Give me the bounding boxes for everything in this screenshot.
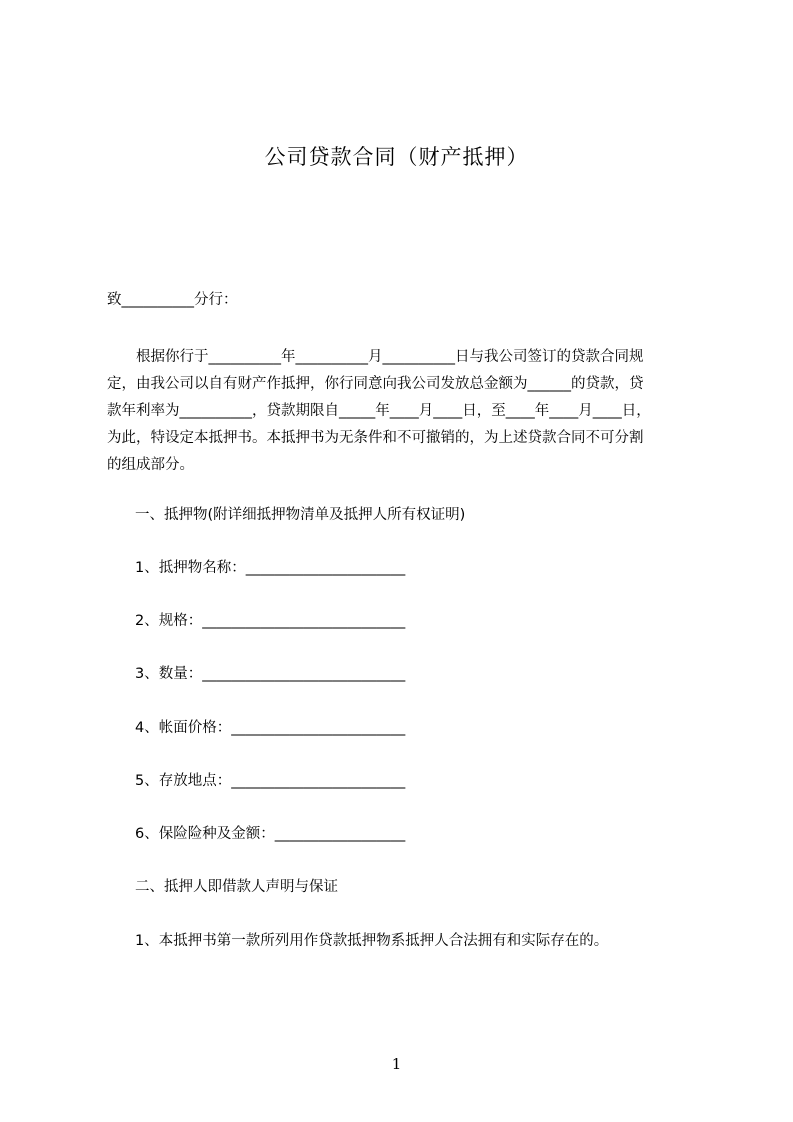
page-number: 1 <box>391 1055 402 1073</box>
list-item: 2、规格：____________________________ <box>135 613 406 629</box>
list-item: 5、存放地点：________________________ <box>135 773 406 789</box>
section-heading: 一、抵押物(附详细抵押物清单及抵押人所有权证明) <box>135 507 466 523</box>
paragraph-line: 根据你行于__________年__________月__________日与我公司签订的贷款合同规 <box>107 349 644 365</box>
list-item: 1、抵押物名称：______________________ <box>135 560 406 576</box>
list-item: 6、保险险种及金额：__________________ <box>135 826 406 842</box>
paragraph-line: 的组成部分。 <box>107 457 194 473</box>
paragraph-line: 款年利率为__________，贷款期限自_____年____月____日，至____年____月____日， <box>107 403 651 419</box>
list-item: 4、帐面价格：________________________ <box>135 720 406 736</box>
document-title: 公司贷款合同（财产抵押） <box>264 145 529 169</box>
paragraph-line: 定，由我公司以自有财产作抵押，你行同意向我公司发放总金额为______的贷款，贷 <box>107 376 644 392</box>
list-item: 3、数量：____________________________ <box>135 666 406 682</box>
list-item: 1、本抵押书第一款所列用作贷款抵押物系抵押人合法拥有和实际存在的。 <box>135 933 609 949</box>
section-heading: 二、抵押人即借款人声明与保证 <box>135 879 338 895</box>
salutation: 致__________分行： <box>107 292 238 308</box>
paragraph-line: 为此，特设定本抵押书。本抵押书为无条件和不可撤销的，为上述贷款合同不可分割 <box>107 430 644 446</box>
